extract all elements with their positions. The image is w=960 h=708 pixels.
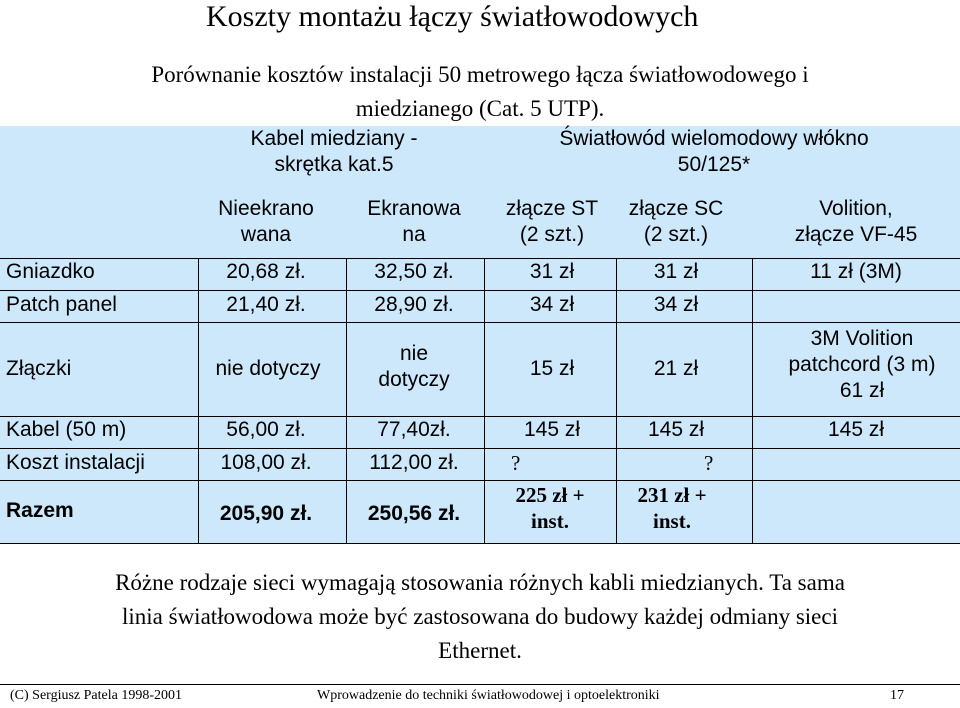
- grid-line: [0, 322, 960, 323]
- cell-value: ?: [704, 451, 714, 475]
- row-label: Patch panel: [6, 293, 117, 316]
- header-shielded: Ekranowa na: [367, 197, 461, 246]
- body-text-line: Różne rodzaje sieci wymagają stosowania różnych kabli miedzianych. Ta sama: [115, 570, 845, 595]
- body-text: [20, 566, 940, 668]
- slide-title: Koszty montażu łączy światłowodowych: [206, 0, 699, 33]
- grid-line: [198, 258, 199, 544]
- page-number: 17: [890, 688, 904, 703]
- cell-value: 28,90 zł.: [374, 293, 454, 316]
- row-label: Razem: [6, 499, 74, 522]
- subtitle: [30, 58, 930, 126]
- cost-table: [0, 126, 960, 544]
- header-st-connector: złącze ST (2 szt.): [505, 197, 599, 246]
- cell-value: 21,40 zł.: [226, 293, 306, 316]
- header-fiber: Światłowód wielomodowy włókno 50/125*: [559, 127, 869, 176]
- grid-line: [0, 290, 960, 291]
- cell-value: 77,40zł.: [377, 418, 451, 441]
- grid-line: [346, 258, 347, 544]
- cell-value: ?: [511, 451, 521, 475]
- cell-value: 145 zł: [827, 418, 885, 441]
- cell-value: nie dotyczy: [215, 357, 321, 380]
- header-copper: Kabel miedziany - skrętka kat.5: [250, 127, 418, 176]
- footer-copyright: (C) Sergiusz Patela 1998-2001: [10, 688, 182, 703]
- cell-value: 231 zł + inst.: [637, 483, 707, 533]
- cell-value: 145 zł: [523, 418, 581, 441]
- cell-value: nie dotyczy: [378, 342, 450, 391]
- grid-line: [0, 448, 960, 449]
- cell-value: 31 zł: [653, 260, 699, 283]
- row-label: Kabel (50 m): [6, 418, 127, 441]
- cell-value: 15 zł: [529, 357, 575, 380]
- cell-value: 3M Volition patchcord (3 m) 61 zł: [788, 327, 936, 402]
- footer-course-title: Wprowadzenie do techniki światłowodowej i optoelektroniki: [317, 688, 660, 703]
- footer-divider: [0, 684, 960, 685]
- grid-line: [484, 258, 485, 544]
- row-label: Złączki: [6, 357, 72, 380]
- header-volition: Volition, złącze VF-45: [794, 197, 918, 246]
- cell-value: 11 zł (3M): [810, 260, 902, 283]
- body-text-line: linia światłowodowa może być zastosowana do budowy każdej odmiany sieci: [121, 604, 838, 629]
- cell-value: 225 zł + inst.: [515, 483, 585, 533]
- cell-value: 145 zł: [647, 418, 705, 441]
- grid-line: [616, 258, 617, 544]
- subtitle-line: Porównanie kosztów instalacji 50 metrowego łącza światłowodowego i: [151, 62, 809, 87]
- cell-value: 108,00 zł.: [220, 451, 312, 474]
- header-unshielded: Nieekrano wana: [218, 197, 314, 246]
- body-text-line: Ethernet.: [438, 638, 522, 663]
- cell-value: 31 zł: [529, 260, 575, 283]
- cell-value: 21 zł: [653, 357, 699, 380]
- cell-value: 250,56 zł.: [367, 502, 461, 525]
- grid-line: [0, 480, 960, 481]
- grid-line: [0, 543, 960, 544]
- grid-line: [0, 258, 960, 259]
- subtitle-line: miedzianego (Cat. 5 UTP).: [355, 96, 605, 121]
- cell-value: 34 zł: [653, 293, 699, 316]
- cell-value: 205,90 zł.: [219, 502, 313, 525]
- cell-value: 20,68 zł.: [226, 260, 306, 283]
- header-sc-connector: złącze SC (2 szt.): [628, 197, 724, 246]
- cell-value: 32,50 zł.: [374, 260, 454, 283]
- grid-line: [0, 416, 960, 417]
- cell-value: 112,00 zł.: [369, 451, 459, 474]
- row-label: Koszt instalacji: [6, 451, 145, 474]
- row-label: Gniazdko: [6, 260, 95, 283]
- grid-line: [752, 258, 753, 544]
- cell-value: 34 zł: [529, 293, 575, 316]
- cell-value: 56,00 zł.: [226, 418, 306, 441]
